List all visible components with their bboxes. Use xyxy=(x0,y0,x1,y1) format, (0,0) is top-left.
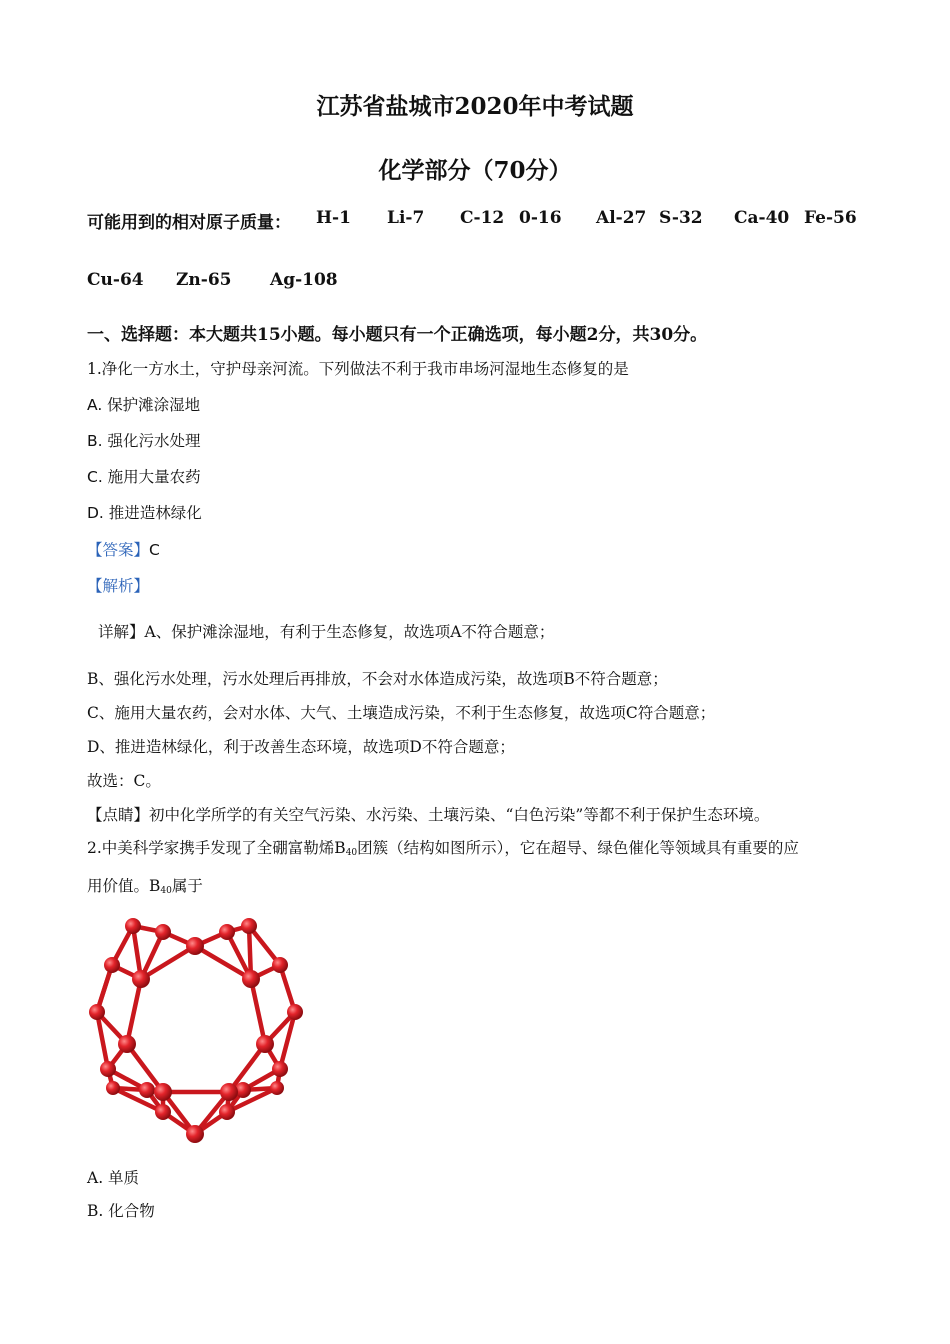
atomic-mass-item: 0-16 xyxy=(519,208,562,228)
question-2-stem-part: 团簇（结构如图所示），它在超导、绿色催化等领域具有重要的应 xyxy=(357,839,799,857)
subscript: 40 xyxy=(345,848,358,858)
analysis-detail: 详解】A、保护滩涂湿地，有利于生态修复，故选项A不符合题意； xyxy=(98,623,555,641)
b40-fullerene-figure xyxy=(85,912,309,1148)
atomic-mass-item: Li-7 xyxy=(387,208,425,228)
page-title: 江苏省盐城市2020年中考试题 xyxy=(316,93,634,120)
atomic-mass-item: S-32 xyxy=(659,208,703,228)
analysis-line: C、施用大量农药，会对水体、大气、土壤造成污染，不利于生态修复，故选项C符合题意； xyxy=(87,704,716,722)
page-subtitle: 化学部分（70分） xyxy=(378,157,572,184)
atomic-mass-item: C-12 xyxy=(460,208,505,228)
question-2-stem-part: 用价值。B xyxy=(87,877,161,895)
b40-fullerene-molecule-icon xyxy=(85,912,309,1148)
question-1-option-a: A. 保护滩涂湿地 xyxy=(87,396,201,414)
analysis-tag: 【解析】 xyxy=(87,577,150,595)
analysis-conclusion: 故选：C。 xyxy=(87,772,161,790)
question-2-stem-part: 属于 xyxy=(171,877,203,895)
atomic-mass-row-2 xyxy=(0,270,950,294)
atomic-mass-item: Fe-56 xyxy=(804,208,857,228)
question-2-option-a: A. 单质 xyxy=(87,1169,140,1187)
comment-line: 【点睛】初中化学所学的有关空气污染、水污染、土壤污染、“白色污染”等都不利于保护生态环境。 xyxy=(87,806,770,824)
subscript: 40 xyxy=(160,886,172,896)
question-2-stem-part: 2.中美科学家携手发现了全硼富勒烯B xyxy=(87,839,346,857)
atomic-mass-item: Al-27 xyxy=(596,208,647,228)
answer-value: C xyxy=(149,541,160,559)
atomic-mass-label: 可能用到的相对原子质量： xyxy=(87,213,291,233)
atomic-mass-row-1 xyxy=(0,208,950,232)
question-1-stem: 1.净化一方水土，守护母亲河流。下列做法不利于我市串场河湿地生态修复的是 xyxy=(87,360,629,378)
question-2-stem-line-2 xyxy=(87,874,203,896)
question-1-option-d: D. 推进造林绿化 xyxy=(87,504,202,522)
answer-line xyxy=(87,538,160,560)
analysis-line: D、推进造林绿化，利于改善生态环境，故选项D不符合题意； xyxy=(87,738,515,756)
atomic-mass-item: Cu-64 xyxy=(87,270,144,290)
question-2-stem xyxy=(87,836,799,858)
atomic-mass-item: Ca-40 xyxy=(734,208,790,228)
question-1-option-c: C. 施用大量农药 xyxy=(87,468,201,486)
question-2-option-b: B. 化合物 xyxy=(87,1202,155,1220)
question-1-option-b: B. 强化污水处理 xyxy=(87,432,201,450)
analysis-line: B、强化污水处理，污水处理后再排放，不会对水体造成污染，故选项B不符合题意； xyxy=(87,670,668,688)
answer-tag: 【答案】 xyxy=(87,541,150,559)
atomic-mass-item: Ag-108 xyxy=(270,270,338,290)
section-heading: 一、选择题：本大题共15小题。每小题只有一个正确选项，每小题2分，共30分。 xyxy=(87,325,708,345)
atomic-mass-item: Zn-65 xyxy=(176,270,232,290)
atomic-mass-item: H-1 xyxy=(316,208,351,228)
